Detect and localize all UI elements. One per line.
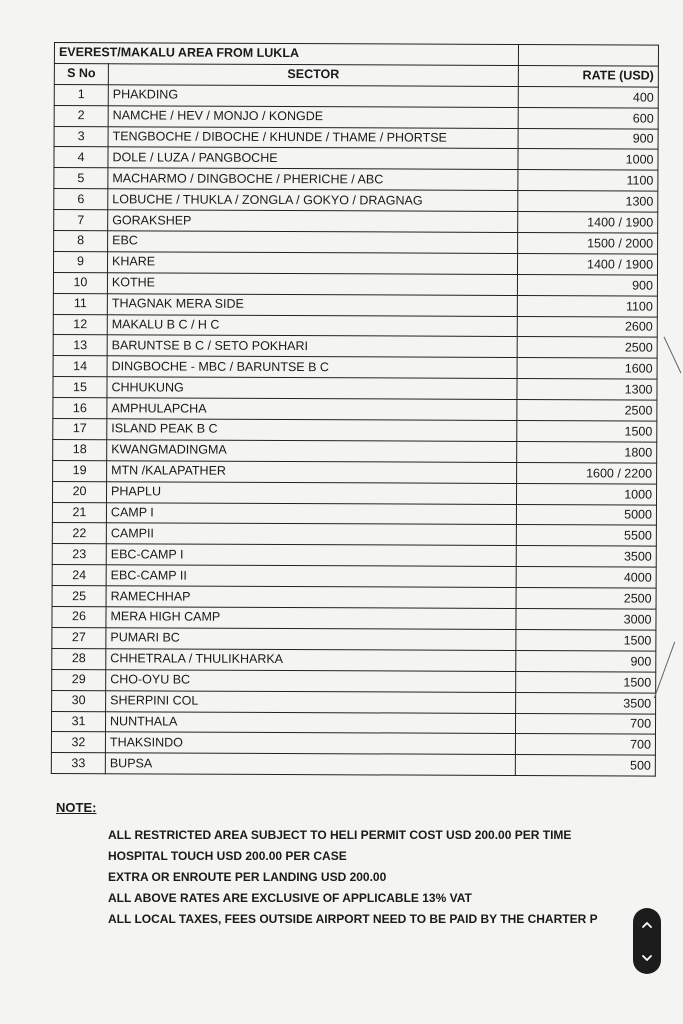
row-sno: 13 xyxy=(53,335,107,356)
notes-title: NOTE: xyxy=(56,800,97,815)
row-sector: MAKALU B C / H C xyxy=(107,314,517,337)
row-sector: RAMECHHAP xyxy=(106,586,516,609)
row-rate: 5500 xyxy=(516,525,656,547)
table-row xyxy=(53,377,657,401)
row-sno: 31 xyxy=(51,711,105,732)
row-sector: LOBUCHE / THUKLA / ZONGLA / GOKYO / DRAGNAG xyxy=(108,189,518,212)
table-row xyxy=(53,293,657,317)
row-rate: 2500 xyxy=(516,588,656,610)
table-body xyxy=(51,84,658,776)
table-row xyxy=(54,168,658,192)
row-rate: 900 xyxy=(516,650,656,672)
note-line: ALL LOCAL TAXES, FEES OUTSIDE AIRPORT NEED TO BE PAID BY THE CHARTER P xyxy=(108,912,598,926)
row-sno: 10 xyxy=(53,272,107,293)
row-sno: 12 xyxy=(53,314,107,335)
row-sector: NAMCHE / HEV / MONJO / KONGDE xyxy=(108,105,518,128)
pen-mark xyxy=(664,337,682,374)
row-rate: 1400 / 1900 xyxy=(518,212,658,234)
row-rate: 1500 xyxy=(516,629,656,651)
table-row xyxy=(52,523,656,547)
row-sector: CHHETRALA / THULIKHARKA xyxy=(106,649,516,672)
row-rate: 1100 xyxy=(517,295,657,317)
row-sno: 19 xyxy=(53,460,107,481)
row-sector: NUNTHALA xyxy=(105,711,515,734)
row-sno: 20 xyxy=(52,481,106,502)
note-line: EXTRA OR ENROUTE PER LANDING USD 200.00 xyxy=(108,870,387,884)
table-row xyxy=(51,711,655,735)
row-rate: 1600 / 2200 xyxy=(517,462,657,484)
table-title: EVEREST/MAKALU AREA FROM LUKLA xyxy=(54,43,518,66)
row-sector: KOTHE xyxy=(107,273,517,296)
table-row xyxy=(53,419,657,443)
table-row xyxy=(54,231,658,255)
scroll-control xyxy=(633,908,661,974)
table-row xyxy=(51,732,655,756)
row-sno: 15 xyxy=(53,377,107,398)
row-rate: 900 xyxy=(518,128,658,150)
row-sector: KWANGMADINGMA xyxy=(107,440,517,463)
table-row xyxy=(53,314,657,338)
row-sector: MERA HIGH CAMP xyxy=(106,607,516,630)
row-sector: CAMP I xyxy=(106,502,516,525)
row-rate: 2600 xyxy=(517,316,657,338)
rates-table xyxy=(51,42,659,777)
note-line: HOSPITAL TOUCH USD 200.00 PER CASE xyxy=(108,849,347,863)
table-row xyxy=(53,460,657,484)
row-sector: DINGBOCHE - MBC / BARUNTSE B C xyxy=(107,356,517,379)
row-sector: PUMARI BC xyxy=(106,628,516,651)
row-sector: PHAPLU xyxy=(106,481,516,504)
row-sno: 5 xyxy=(54,168,108,189)
row-rate: 3500 xyxy=(516,692,656,714)
row-rate: 2500 xyxy=(517,400,657,422)
row-rate: 1500 xyxy=(516,671,656,693)
chevron-down-icon[interactable] xyxy=(637,947,657,969)
row-sno: 6 xyxy=(54,189,108,210)
row-sno: 28 xyxy=(52,648,106,669)
row-sector: THAGNAK MERA SIDE xyxy=(107,293,517,316)
row-rate: 700 xyxy=(516,713,656,735)
table-row xyxy=(52,586,656,610)
row-sno: 33 xyxy=(51,753,105,774)
table-row xyxy=(52,565,656,589)
row-sno: 23 xyxy=(52,544,106,565)
row-sector: EBC-CAMP I xyxy=(106,544,516,567)
row-rate: 4000 xyxy=(516,567,656,589)
row-sno: 26 xyxy=(52,607,106,628)
table-row xyxy=(54,84,658,108)
table-title-row xyxy=(54,43,658,67)
header-rate: RATE (USD) xyxy=(518,65,658,87)
row-rate: 1300 xyxy=(517,379,657,401)
row-sector: BUPSA xyxy=(105,753,515,776)
table-row xyxy=(52,648,656,672)
note-line: ALL RESTRICTED AREA SUBJECT TO HELI PERMIT COST USD 200.00 PER TIME xyxy=(108,828,572,842)
row-sector: CAMPII xyxy=(106,523,516,546)
row-rate: 1600 xyxy=(517,358,657,380)
table-row xyxy=(52,481,656,505)
table-row xyxy=(52,690,656,714)
row-sector: KHARE xyxy=(107,252,517,275)
row-rate: 1800 xyxy=(517,441,657,463)
notes-section xyxy=(56,800,656,930)
table-row xyxy=(53,356,657,380)
pen-mark xyxy=(654,642,675,699)
row-rate: 1000 xyxy=(517,483,657,505)
table-row xyxy=(53,251,657,275)
table-row xyxy=(51,753,655,777)
row-rate: 1300 xyxy=(518,191,658,213)
row-rate: 700 xyxy=(515,734,655,756)
row-sno: 22 xyxy=(52,523,106,544)
table-row xyxy=(52,627,656,651)
row-sno: 32 xyxy=(51,732,105,753)
row-sector: AMPHULAPCHA xyxy=(107,398,517,421)
row-sector: SHERPINI COL xyxy=(106,690,516,713)
row-rate: 3500 xyxy=(516,546,656,568)
row-rate: 2500 xyxy=(517,337,657,359)
table-row xyxy=(54,210,658,234)
table-row xyxy=(52,607,656,631)
row-rate: 1500 / 2000 xyxy=(518,233,658,255)
row-sector: DOLE / LUZA / PANGBOCHE xyxy=(108,147,518,170)
row-sno: 29 xyxy=(52,669,106,690)
row-sector: CHO-OYU BC xyxy=(106,669,516,692)
row-sno: 27 xyxy=(52,627,106,648)
table-row xyxy=(52,544,656,568)
row-sno: 24 xyxy=(52,565,106,586)
row-rate: 600 xyxy=(518,107,658,129)
row-sno: 1 xyxy=(54,84,108,105)
table-title-empty-cell xyxy=(518,45,658,67)
row-sector: MACHARMO / DINGBOCHE / PHERICHE / ABC xyxy=(108,168,518,191)
header-sector: SECTOR xyxy=(108,64,518,87)
row-rate: 1400 / 1900 xyxy=(518,253,658,275)
row-sector: EBC-CAMP II xyxy=(106,565,516,588)
row-sector: TENGBOCHE / DIBOCHE / KHUNDE / THAME / PHORTSE xyxy=(108,126,518,149)
row-sno: 21 xyxy=(52,502,106,523)
table-row xyxy=(53,272,657,296)
row-sno: 18 xyxy=(53,439,107,460)
row-sno: 9 xyxy=(53,251,107,272)
row-sno: 14 xyxy=(53,356,107,377)
row-rate: 500 xyxy=(515,755,655,777)
row-sector: ISLAND PEAK B C xyxy=(107,419,517,442)
table-row xyxy=(53,439,657,463)
row-sno: 16 xyxy=(53,398,107,419)
row-rate: 1500 xyxy=(517,421,657,443)
row-sector: THAKSINDO xyxy=(105,732,515,755)
table-row xyxy=(54,189,658,213)
row-sno: 11 xyxy=(53,293,107,314)
row-sno: 7 xyxy=(54,210,108,231)
row-rate: 3000 xyxy=(516,609,656,631)
row-sector: MTN /KALAPATHER xyxy=(107,461,517,484)
row-sno: 8 xyxy=(54,231,108,252)
row-rate: 5000 xyxy=(516,504,656,526)
table-header-row xyxy=(54,63,658,87)
note-line: ALL ABOVE RATES ARE EXCLUSIVE OF APPLICABLE 13% VAT xyxy=(108,891,472,905)
row-rate: 900 xyxy=(517,274,657,296)
row-sno: 4 xyxy=(54,147,108,168)
row-rate: 1000 xyxy=(518,149,658,171)
row-sector: GORAKSHEP xyxy=(108,210,518,233)
row-sector: PHAKDING xyxy=(108,85,518,108)
chevron-up-icon[interactable] xyxy=(637,914,657,936)
row-sector: BARUNTSE B C / SETO POKHARI xyxy=(107,335,517,358)
table-row xyxy=(54,126,658,150)
row-sno: 17 xyxy=(53,419,107,440)
row-rate: 400 xyxy=(518,86,658,108)
table-row xyxy=(52,502,656,526)
table-row xyxy=(52,669,656,693)
table-row xyxy=(54,147,658,171)
table-row xyxy=(53,398,657,422)
row-rate: 1100 xyxy=(518,170,658,192)
row-sector: CHHUKUNG xyxy=(107,377,517,400)
table-row xyxy=(54,105,658,129)
row-sno: 25 xyxy=(52,586,106,607)
row-sno: 2 xyxy=(54,105,108,126)
row-sno: 30 xyxy=(52,690,106,711)
row-sno: 3 xyxy=(54,126,108,147)
row-sector: EBC xyxy=(108,231,518,254)
header-sno: S No xyxy=(54,63,108,84)
table-row xyxy=(53,335,657,359)
